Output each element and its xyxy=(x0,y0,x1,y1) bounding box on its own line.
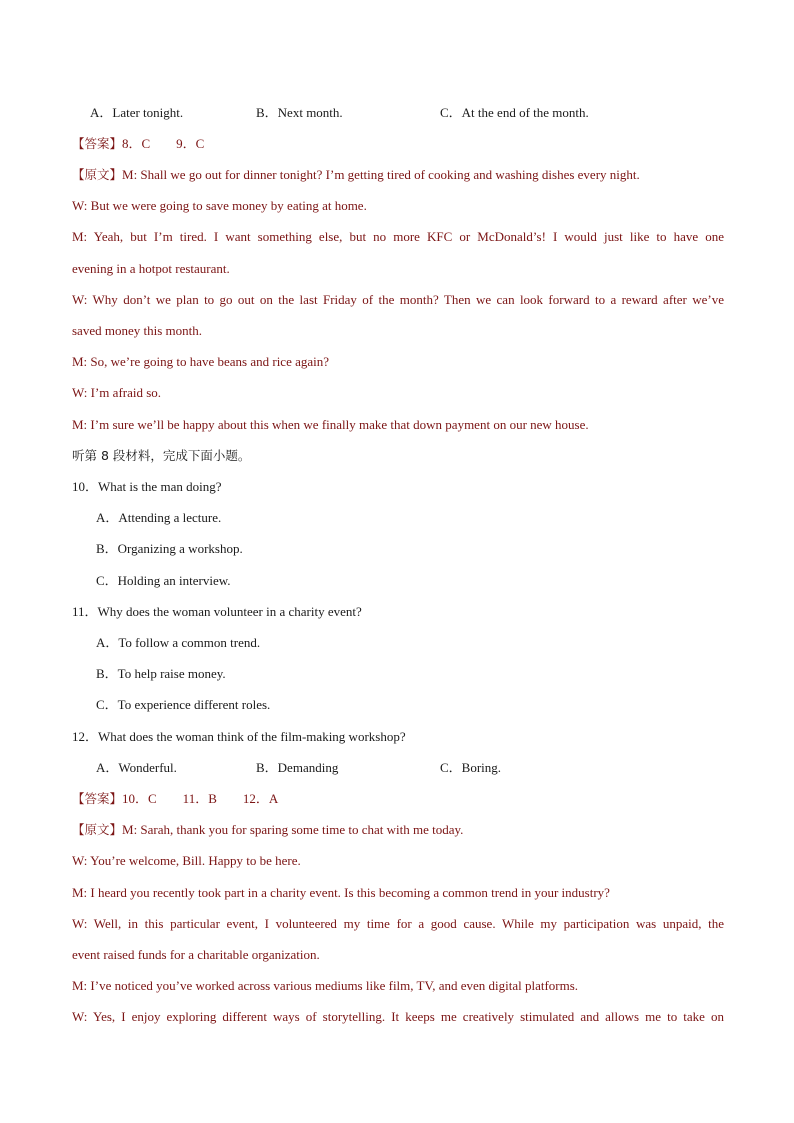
transcript-1-line-3: M: Yeah, but I’m tired. I want something else, but no more KFC or McDonald’s! I would just like to have one xyxy=(72,229,724,244)
transcript-1-line-4: evening in a hotpot restaurant. xyxy=(72,261,230,276)
q12-option-c: C．Boring. xyxy=(440,760,502,775)
transcript-2-line-1 xyxy=(72,821,724,839)
transcript-1-line-2: W: But we were going to save money by eating at home. xyxy=(72,198,367,213)
transcript-1-line-9: M: I’m sure we’ll be happy about this when we finally make that down payment on our new house. xyxy=(72,417,589,432)
transcript-1-line-6: saved money this month. xyxy=(72,323,202,338)
transcript-1-line-1 xyxy=(72,166,724,184)
q11-option-a: A．To follow a common trend. xyxy=(96,635,261,650)
transcript-label: 【原文】 xyxy=(72,167,123,182)
answer-text: 10．C 11．B 12．A xyxy=(122,791,279,806)
transcript-text: M: Shall we go out for dinner tonight? I’m getting tired of cooking and washing dishes every night. xyxy=(122,167,640,182)
transcript-text: M: Sarah, thank you for sparing some time to chat with me today. xyxy=(122,822,464,837)
question-10: 10．What is the man doing? xyxy=(72,479,222,494)
q9-option-a: A．Later tonight. xyxy=(90,105,184,120)
section-header: 听第 8 段材料，完成下面小题。 xyxy=(72,448,251,463)
transcript-2-line-7: W: Yes, I enjoy exploring different ways of storytelling. It keeps me creatively stimulated and allows me to take on xyxy=(72,1009,724,1024)
q9-option-c: C．At the end of the month. xyxy=(440,105,589,120)
q12-option-b: B．Demanding xyxy=(256,760,339,775)
transcript-1-line-5: W: Why don’t we plan to go out on the last Friday of the month? Then we can look forward to a reward after we’ve xyxy=(72,292,724,307)
answer-10-12 xyxy=(72,790,724,808)
answer-8-9 xyxy=(72,135,724,153)
q11-option-c: C．To experience different roles. xyxy=(96,697,271,712)
question-11: 11．Why does the woman volunteer in a charity event? xyxy=(72,604,362,619)
q11-option-b: B．To help raise money. xyxy=(96,666,226,681)
question-12: 12．What does the woman think of the film-making workshop? xyxy=(72,729,406,744)
q10-option-a: A．Attending a lecture. xyxy=(96,510,222,525)
transcript-2-line-2: W: You’re welcome, Bill. Happy to be here. xyxy=(72,853,301,868)
transcript-label: 【原文】 xyxy=(72,822,123,837)
transcript-2-line-4: W: Well, in this particular event, I volunteered my time for a good cause. While my participation was unpaid, the xyxy=(72,916,724,931)
transcript-1-line-8: W: I’m afraid so. xyxy=(72,385,162,400)
transcript-2-line-3: M: I heard you recently took part in a charity event. Is this becoming a common trend in your industry? xyxy=(72,885,610,900)
q10-option-b: B．Organizing a workshop. xyxy=(96,541,243,556)
transcript-1-line-7: M: So, we’re going to have beans and rice again? xyxy=(72,354,330,369)
q9-option-b: B．Next month. xyxy=(256,105,343,120)
transcript-2-line-6: M: I’ve noticed you’ve worked across various mediums like film, TV, and even digital platforms. xyxy=(72,978,579,993)
transcript-2-line-5: event raised funds for a charitable organization. xyxy=(72,947,320,962)
q10-option-c: C．Holding an interview. xyxy=(96,573,231,588)
answer-text: 8．C 9．C xyxy=(122,136,205,151)
q12-option-a: A．Wonderful. xyxy=(96,760,177,775)
answer-label: 【答案】 xyxy=(72,136,123,151)
answer-label: 【答案】 xyxy=(72,791,123,806)
